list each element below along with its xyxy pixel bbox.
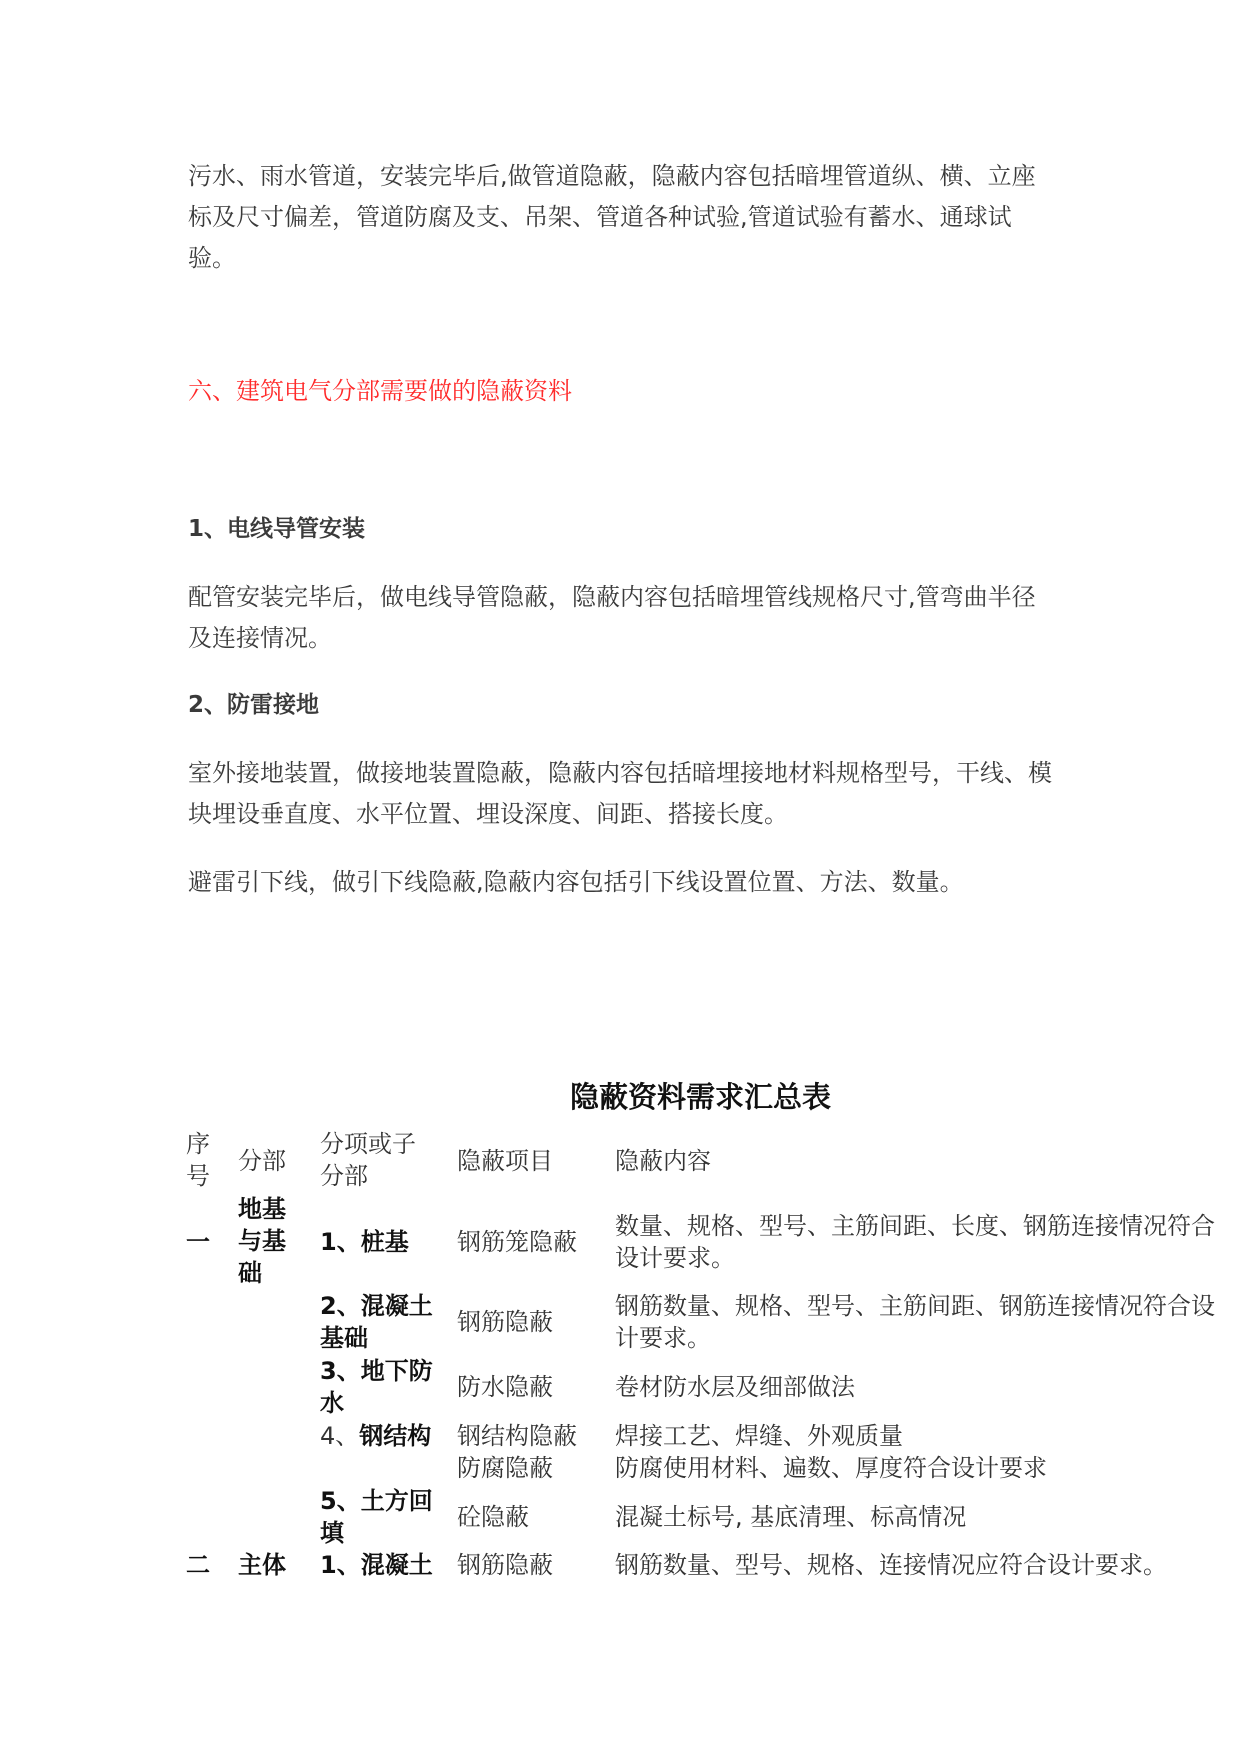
row7-seq: 二 [186, 1551, 210, 1579]
conduit-paragraph: 配管安装完毕后，做电线导管隐蔽，隐蔽内容包括暗埋管线规格尺寸,管弯曲半径及连接情况。 [188, 583, 1036, 652]
row7-content: 钢筋数量、型号、规格、连接情况应符合设计要求。 [615, 1551, 1167, 1579]
row7-division: 主体 [238, 1551, 286, 1579]
row1-seq: 一 [186, 1228, 210, 1256]
row1-item: 钢筋笼隐蔽 [457, 1228, 577, 1256]
row5-content: 防腐使用材料、遍数、厚度符合设计要求 [615, 1454, 1047, 1482]
downlead-paragraph: 避雷引下线，做引下线隐蔽,隐蔽内容包括引下线设置位置、方法、数量。 [188, 868, 964, 896]
row1-division: 地基与基础 [238, 1195, 286, 1287]
header-subdivision: 分项或子分部 [320, 1130, 416, 1190]
row5-item: 防腐隐蔽 [457, 1454, 553, 1482]
row1-content: 数量、规格、型号、主筋间距、长度、钢筋连接情况符合设计要求。 [615, 1212, 1215, 1272]
row6-item: 砼隐蔽 [457, 1503, 529, 1531]
row6-subdivision: 5、土方回填 [320, 1487, 433, 1547]
row4-subdivision-text: 钢结构 [359, 1422, 432, 1450]
row4-subdivision [320, 1420, 431, 1452]
row4-item: 钢结构隐蔽 [457, 1422, 577, 1450]
intro-paragraph: 污水、雨水管道，安装完毕后,做管道隐蔽，隐蔽内容包括暗埋管道纵、横、立座标及尺寸偏差，管道防腐及支、吊架、管道各种试验,管道试验有蓄水、通球试验。 [188, 162, 1036, 272]
section-heading: 六、建筑电气分部需要做的隐蔽资料 [188, 377, 572, 405]
subheading-lightning: 2、防雷接地 [188, 692, 320, 718]
header-seq: 序号 [186, 1130, 210, 1190]
header-content: 隐蔽内容 [615, 1147, 711, 1175]
row2-subdivision: 2、混凝土基础 [320, 1292, 433, 1352]
table-title: 隐蔽资料需求汇总表 [569, 1080, 831, 1114]
row3-content: 卷材防水层及细部做法 [615, 1373, 855, 1401]
grounding-paragraph: 室外接地装置，做接地装置隐蔽，隐蔽内容包括暗埋接地材料规格型号，干线、模块埋设垂直度、水平位置、埋设深度、间距、搭接长度。 [188, 759, 1052, 828]
row4-content: 焊接工艺、焊缝、外观质量 [615, 1422, 903, 1450]
row2-content: 钢筋数量、规格、型号、主筋间距、钢筋连接情况符合设计要求。 [615, 1292, 1215, 1352]
row2-item: 钢筋隐蔽 [457, 1308, 553, 1336]
row1-subdivision: 1、桩基 [320, 1228, 409, 1256]
header-item: 隐蔽项目 [457, 1147, 553, 1175]
row7-item: 钢筋隐蔽 [457, 1551, 553, 1579]
row3-item: 防水隐蔽 [457, 1373, 553, 1401]
row7-subdivision: 1、混凝土 [320, 1551, 433, 1579]
row3-subdivision: 3、地下防水 [320, 1357, 433, 1417]
row6-content: 混凝土标号, 基底清理、标高情况 [615, 1503, 967, 1531]
row4-subdivision-number: 4、 [320, 1422, 360, 1450]
header-division: 分部 [238, 1147, 286, 1175]
subheading-conduit: 1、电线导管安装 [188, 516, 366, 542]
